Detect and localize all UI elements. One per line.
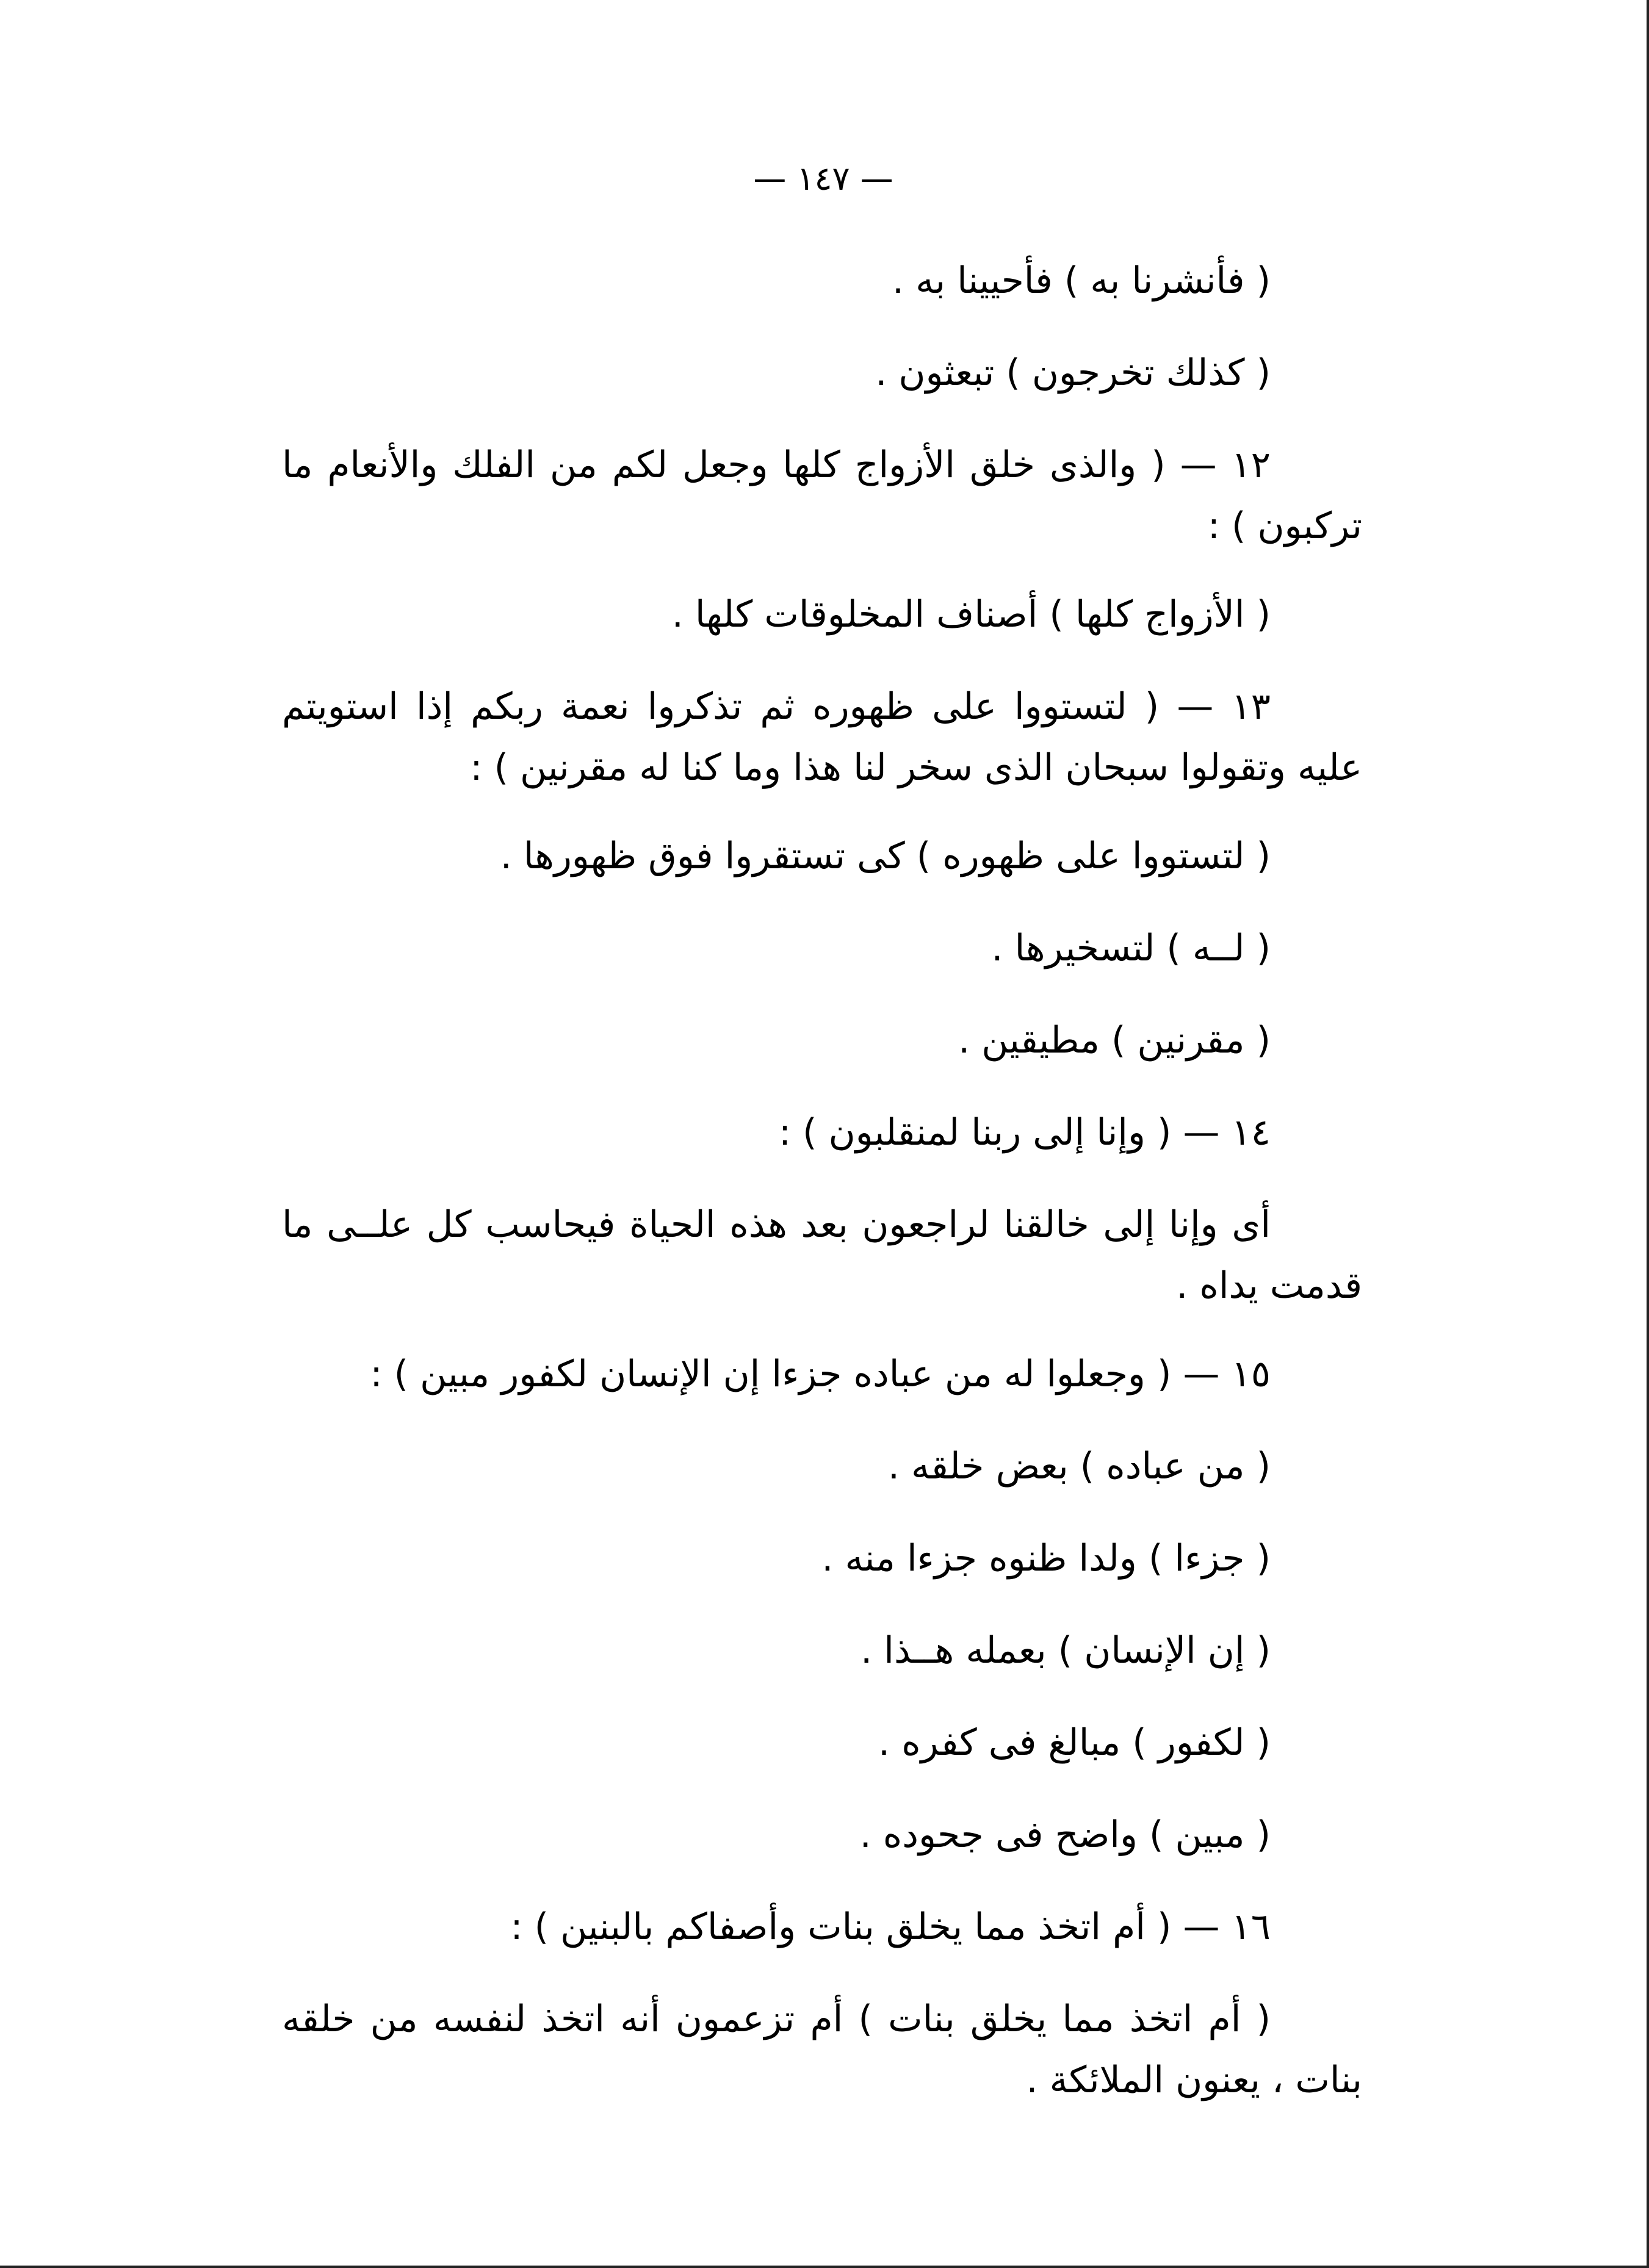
paragraph: ( إن الإنسان ) بعمله هــذا . bbox=[861, 1629, 1271, 1672]
paragraph: ( مقرنين ) مطيقين . bbox=[958, 1019, 1271, 1062]
verse-heading: ١٢ — ( والذى خلق الأزواج كلها وجعل لكم من الفلك والأنعام ما تركبون ) : bbox=[282, 444, 1362, 547]
paragraph: ( لتستووا على ظهوره ) كى تستقروا فوق ظهورها . bbox=[500, 835, 1271, 877]
paragraph: ( الأزواج كلها ) أصناف المخلوقات كلها . bbox=[671, 593, 1271, 636]
paragraph: ( لكفور ) مبالغ فى كفره . bbox=[878, 1721, 1271, 1764]
body-text bbox=[282, 250, 1362, 2138]
verse-heading: ١٦ — ( أم اتخذ مما يخلق بنات وأصفاكم بالبنين ) : bbox=[510, 1906, 1271, 1948]
paragraph: ( لــه ) لتسخيرها . bbox=[991, 927, 1271, 970]
paragraph: ( كذلك تخرجون ) تبعثون . bbox=[875, 351, 1271, 394]
verse-heading: ١٥ — ( وجعلوا له من عباده جزءا إن الإنسان لكفور مبين ) : bbox=[370, 1353, 1271, 1395]
paragraph: ( مبين ) واضح فى جحوده . bbox=[859, 1813, 1271, 1856]
page-number: — ١٤٧ — bbox=[753, 159, 893, 198]
paragraph: ( فأنشرنا به ) فأحيينا به . bbox=[892, 259, 1271, 302]
verse-heading: ١٣ — ( لتستووا على ظهوره ثم تذكروا نعمة ربكم إذا استويتم عليه وتقولوا سبحان الذى سخر لنا هذا وما كنا له مقرنين ) : bbox=[282, 685, 1362, 789]
paragraph: أى وإنا إلى خالقنا لراجعون بعد هذه الحياة فيحاسب كل علــى ما قدمت يداه . bbox=[282, 1203, 1362, 1307]
paragraph: ( أم اتخذ مما يخلق بنات ) أم تزعمون أنه اتخذ لنفسه من خلقه بنات ، يعنون الملائكة . bbox=[282, 1998, 1362, 2101]
paragraph: ( جزءا ) ولدا ظنوه جزءا منه . bbox=[821, 1537, 1271, 1580]
verse-heading: ١٤ — ( وإنا إلى ربنا لمنقلبون ) : bbox=[778, 1111, 1271, 1154]
paragraph: ( من عباده ) بعض خلقه . bbox=[887, 1445, 1271, 1488]
